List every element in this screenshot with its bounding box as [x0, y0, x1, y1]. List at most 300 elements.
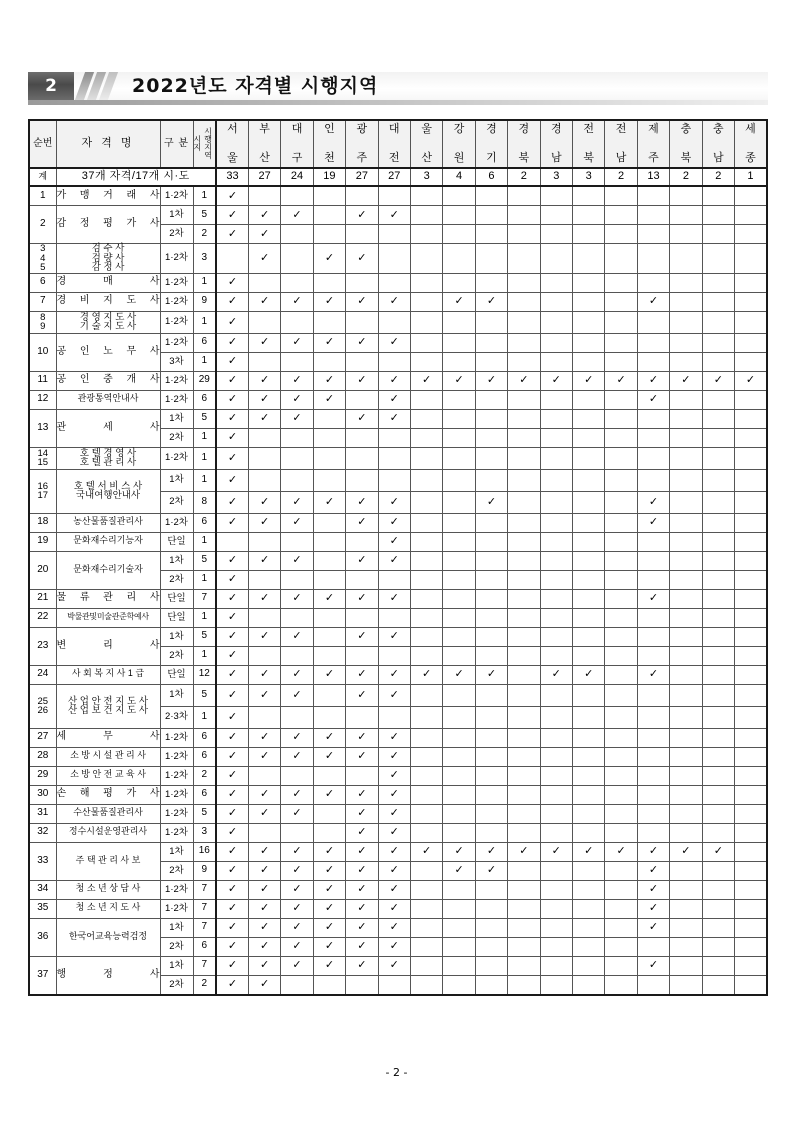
region-cell-충북 [670, 646, 702, 665]
region-cell-충북 [670, 627, 702, 646]
region-cell-대구 [281, 861, 313, 880]
stage-cell [160, 352, 193, 371]
region-cell-대전 [378, 937, 410, 956]
region-cell-부산 [248, 273, 280, 292]
table-row [29, 532, 767, 551]
region-count-cell [193, 646, 216, 665]
check-icon: ✓ [292, 920, 302, 934]
region-cell-부산 [248, 551, 280, 570]
check-icon: ✓ [389, 863, 399, 877]
check-icon: ✓ [616, 373, 626, 387]
region-cell-서울 [216, 880, 248, 899]
region-cell-광주 [346, 861, 378, 880]
region-cell-전북 [572, 311, 604, 333]
region-cell-충북 [670, 513, 702, 532]
region-cell-제주 [637, 804, 669, 823]
region-cell-부산 [248, 728, 280, 747]
qualification-name-text: 감 정 평 가 사 [56, 218, 160, 230]
row-number-text: 22 [37, 611, 49, 623]
region-cell-경북 [508, 428, 540, 447]
region-cell-경남 [540, 608, 572, 627]
column-header-count-right: 시행 지역 [204, 127, 212, 160]
region-cell-대전 [378, 975, 410, 995]
region-cell-광주 [346, 589, 378, 608]
qualification-name-text: 주 택 관 리 사 보 [75, 854, 141, 865]
region-cell-서울 [216, 352, 248, 371]
region-count-text: 2 [201, 227, 208, 239]
region-cell-경기 [475, 665, 507, 684]
region-cell-대구 [281, 352, 313, 371]
region-cell-경기 [475, 206, 507, 225]
region-cell-인천 [313, 918, 345, 937]
stage-text: 2차 [169, 573, 184, 585]
region-cell-경남 [540, 956, 572, 975]
region-cell-인천 [313, 292, 345, 311]
region-cell-경북 [508, 728, 540, 747]
check-icon: ✓ [357, 920, 367, 934]
stage-cell [160, 513, 193, 532]
region-cell-충남 [702, 311, 734, 333]
check-icon: ✓ [292, 882, 302, 896]
region-cell-강원 [443, 409, 475, 428]
region-cell-강원 [443, 570, 475, 589]
region-cell-충남 [702, 766, 734, 785]
row-number-cell [29, 842, 56, 880]
region-cell-부산 [248, 880, 280, 899]
region-cell-경북 [508, 785, 540, 804]
table-row [29, 273, 767, 292]
region-count-text: 5 [201, 688, 208, 700]
check-icon: ✓ [227, 354, 238, 368]
region-cell-부산 [248, 244, 280, 274]
region-cell-충북 [670, 371, 702, 390]
check-icon: ✓ [324, 939, 335, 953]
row-number-stack [30, 313, 56, 332]
stage-text: 1·2차 [165, 190, 188, 202]
summary-row [29, 168, 767, 186]
check-icon: ✓ [292, 591, 302, 605]
region-cell-전남 [605, 186, 637, 206]
row-number-cell [29, 371, 56, 390]
row-number-cell [29, 823, 56, 842]
check-icon: ✓ [324, 787, 335, 801]
row-number-line-3: 5 [40, 262, 46, 273]
region-cell-경기 [475, 747, 507, 766]
check-icon: ✓ [324, 901, 335, 915]
check-icon: ✓ [357, 207, 367, 221]
check-icon: ✓ [227, 494, 238, 508]
region-cell-대구 [281, 589, 313, 608]
column-header-region-2 [248, 120, 280, 168]
summary-value-제주: 13 [637, 168, 669, 186]
region-cell-전남 [605, 646, 637, 665]
region-cell-경기 [475, 469, 507, 491]
check-icon: ✓ [486, 494, 497, 508]
table-body [29, 168, 767, 995]
region-cell-대전 [378, 311, 410, 333]
table-row [29, 842, 767, 861]
check-icon: ✓ [292, 844, 302, 858]
check-icon: ✓ [324, 667, 335, 681]
region-cell-세종 [735, 861, 767, 880]
region-cell-세종 [735, 532, 767, 551]
region-cell-세종 [735, 186, 767, 206]
region-cell-광주 [346, 428, 378, 447]
check-icon: ✓ [227, 920, 238, 934]
region-cell-강원 [443, 371, 475, 390]
region-cell-세종 [735, 206, 767, 225]
column-header-count-left: 시 지 [193, 135, 202, 152]
stage-text: 1·2차 [165, 788, 188, 800]
region-cell-강원 [443, 766, 475, 785]
region-count-text: 6 [201, 336, 208, 348]
region-cell-대구 [281, 785, 313, 804]
check-icon: ✓ [260, 863, 270, 877]
row-number-text: 18 [37, 516, 49, 528]
summary-row-label: 37개 자격/17개 시·도 [56, 168, 216, 186]
qualification-name-text: 한국어교육능력검정 [68, 930, 148, 941]
qualification-name-text: 소 방 안 전 교 육 사 [70, 769, 146, 780]
region-count-text: 1 [201, 573, 208, 585]
check-icon: ✓ [357, 806, 367, 820]
check-icon: ✓ [292, 687, 302, 701]
region-count-text: 5 [201, 208, 208, 220]
stage-text: 1·2차 [165, 731, 188, 743]
region-cell-경남 [540, 589, 572, 608]
region-cell-대전 [378, 428, 410, 447]
row-number-text: 21 [37, 592, 49, 604]
region-cell-제주 [637, 842, 669, 861]
check-icon: ✓ [486, 863, 497, 877]
region-cell-충북 [670, 823, 702, 842]
region-cell-충남 [702, 627, 734, 646]
region-cell-울산 [410, 244, 442, 274]
check-icon: ✓ [227, 226, 238, 240]
column-header-region-5 [346, 120, 378, 168]
region-cell-전남 [605, 589, 637, 608]
stage-cell [160, 371, 193, 390]
check-icon: ✓ [648, 294, 659, 308]
check-icon: ✓ [389, 411, 399, 425]
check-icon: ✓ [357, 335, 367, 349]
region-count-text: 7 [201, 959, 208, 971]
region-cell-대구 [281, 627, 313, 646]
region-cell-충북 [670, 551, 702, 570]
region-cell-제주 [637, 491, 669, 513]
qualification-name-cell [56, 513, 160, 532]
region-cell-제주 [637, 371, 669, 390]
region-cell-서울 [216, 785, 248, 804]
region-cell-제주 [637, 627, 669, 646]
region-cell-충북 [670, 491, 702, 513]
check-icon: ✓ [357, 411, 367, 425]
region-cell-경북 [508, 447, 540, 469]
region-cell-전남 [605, 608, 637, 627]
region-cell-대전 [378, 627, 410, 646]
region-cell-인천 [313, 390, 345, 409]
region-cell-대전 [378, 469, 410, 491]
region-cell-충남 [702, 570, 734, 589]
region-cell-세종 [735, 513, 767, 532]
region-cell-울산 [410, 918, 442, 937]
row-number-line-1: 14 [37, 447, 49, 459]
check-icon: ✓ [324, 730, 335, 744]
check-icon: ✓ [389, 591, 399, 605]
stage-cell [160, 706, 193, 728]
region-cell-경북 [508, 589, 540, 608]
region-cell-경기 [475, 627, 507, 646]
check-icon: ✓ [260, 226, 270, 240]
region-cell-세종 [735, 937, 767, 956]
region-cell-충북 [670, 447, 702, 469]
region-cell-세종 [735, 899, 767, 918]
qualification-name-text: 물 류 관 리 사 [56, 592, 160, 604]
check-icon: ✓ [648, 373, 659, 387]
region-cell-제주 [637, 899, 669, 918]
region-cell-충남 [702, 428, 734, 447]
region-cell-충남 [702, 447, 734, 469]
region-cell-충남 [702, 608, 734, 627]
region-count-cell [193, 371, 216, 390]
region-cell-경기 [475, 244, 507, 274]
stage-cell [160, 491, 193, 513]
region-cell-강원 [443, 532, 475, 551]
region-cell-서울 [216, 447, 248, 469]
region-cell-전북 [572, 804, 604, 823]
qualification-name-line-1: 경 영 지 도 사 [79, 311, 137, 323]
stage-text: 2차 [169, 864, 184, 876]
region-cell-울산 [410, 491, 442, 513]
stage-cell [160, 956, 193, 975]
region-cell-경기 [475, 842, 507, 861]
region-cell-부산 [248, 918, 280, 937]
column-header-name-label: 자 격 명 [81, 137, 135, 150]
region-cell-전북 [572, 747, 604, 766]
stage-text: 1·2차 [165, 769, 188, 781]
region-cell-경남 [540, 447, 572, 469]
qualification-name-text: 변 리 사 [56, 639, 160, 651]
region-cell-충북 [670, 206, 702, 225]
check-icon: ✓ [292, 958, 302, 972]
qualification-name-line-1: 검 수 사 [91, 243, 125, 254]
region-cell-인천 [313, 352, 345, 371]
stage-cell [160, 842, 193, 861]
row-number-cell [29, 447, 56, 469]
summary-value-경북: 2 [508, 168, 540, 186]
region-count-text: 5 [201, 807, 208, 819]
region-cell-경기 [475, 706, 507, 728]
region-name-stack: 전 남 [615, 123, 627, 164]
region-cell-경북 [508, 570, 540, 589]
check-icon: ✓ [227, 335, 238, 349]
region-cell-인천 [313, 311, 345, 333]
region-cell-강원 [443, 311, 475, 333]
qualification-name-cell [56, 899, 160, 918]
check-icon: ✓ [324, 863, 335, 877]
region-cell-전남 [605, 532, 637, 551]
region-cell-대전 [378, 409, 410, 428]
region-cell-세종 [735, 551, 767, 570]
stage-cell [160, 823, 193, 842]
check-icon: ✓ [260, 844, 270, 858]
stage-text: 1차 [169, 689, 184, 701]
stage-cell [160, 292, 193, 311]
qualification-name-cell [56, 273, 160, 292]
summary-value-전북: 3 [572, 168, 604, 186]
region-cell-전북 [572, 409, 604, 428]
check-icon: ✓ [292, 667, 302, 681]
region-cell-대전 [378, 785, 410, 804]
region-cell-대전 [378, 608, 410, 627]
region-cell-강원 [443, 842, 475, 861]
region-cell-울산 [410, 956, 442, 975]
stage-cell [160, 311, 193, 333]
region-cell-강원 [443, 428, 475, 447]
check-icon: ✓ [292, 806, 302, 820]
summary-value-강원: 4 [443, 168, 475, 186]
check-icon: ✓ [681, 844, 691, 858]
summary-value-대구: 24 [281, 168, 313, 186]
region-cell-전남 [605, 428, 637, 447]
table-row [29, 747, 767, 766]
region-cell-인천 [313, 447, 345, 469]
summary-value-울산: 3 [410, 168, 442, 186]
qualification-region-table-wrapper [28, 119, 766, 996]
region-cell-제주 [637, 728, 669, 747]
region-cell-대구 [281, 918, 313, 937]
region-cell-전북 [572, 684, 604, 706]
check-icon: ✓ [227, 553, 238, 567]
row-number-text: 11 [37, 374, 48, 386]
region-cell-경북 [508, 333, 540, 352]
check-icon: ✓ [260, 787, 270, 801]
region-cell-부산 [248, 706, 280, 728]
region-cell-울산 [410, 206, 442, 225]
region-cell-충북 [670, 684, 702, 706]
region-cell-대전 [378, 352, 410, 371]
region-cell-울산 [410, 428, 442, 447]
stage-text: 1·2차 [165, 883, 188, 895]
region-cell-울산 [410, 861, 442, 880]
region-cell-대전 [378, 333, 410, 352]
region-cell-경남 [540, 371, 572, 390]
region-cell-제주 [637, 513, 669, 532]
region-cell-인천 [313, 333, 345, 352]
region-name-stack: 강 원 [453, 123, 465, 164]
region-cell-전남 [605, 804, 637, 823]
check-icon: ✓ [260, 250, 270, 264]
region-cell-울산 [410, 785, 442, 804]
region-cell-제주 [637, 880, 669, 899]
check-icon: ✓ [389, 494, 399, 508]
region-name-stack: 부 산 [259, 123, 270, 164]
stage-cell [160, 469, 193, 491]
region-cell-전북 [572, 532, 604, 551]
region-cell-광주 [346, 747, 378, 766]
region-cell-충북 [670, 608, 702, 627]
qualification-name-cell [56, 206, 160, 244]
region-name-stack: 대 전 [388, 123, 400, 164]
table-row [29, 766, 767, 785]
region-cell-광주 [346, 371, 378, 390]
qualification-name-line-2: 호 텔 관 리 사 [79, 457, 137, 468]
region-cell-충북 [670, 409, 702, 428]
region-cell-충남 [702, 937, 734, 956]
region-cell-대구 [281, 428, 313, 447]
check-icon: ✓ [324, 494, 335, 508]
region-cell-전남 [605, 292, 637, 311]
region-cell-광주 [346, 244, 378, 274]
region-cell-인천 [313, 665, 345, 684]
region-cell-대전 [378, 570, 410, 589]
region-cell-제주 [637, 608, 669, 627]
region-cell-경남 [540, 880, 572, 899]
stage-cell [160, 273, 193, 292]
region-name-stack: 대 구 [291, 123, 303, 164]
region-cell-전남 [605, 371, 637, 390]
check-icon: ✓ [292, 335, 302, 349]
check-icon: ✓ [389, 825, 399, 839]
region-cell-충북 [670, 747, 702, 766]
stage-cell [160, 937, 193, 956]
check-icon: ✓ [292, 515, 302, 529]
check-icon: ✓ [227, 768, 238, 782]
region-count-cell [193, 409, 216, 428]
region-count-text: 2 [201, 769, 208, 781]
region-cell-광주 [346, 706, 378, 728]
region-cell-전북 [572, 842, 604, 861]
qualification-name-stack [57, 313, 160, 332]
stage-cell [160, 646, 193, 665]
region-cell-광주 [346, 469, 378, 491]
region-count-cell [193, 570, 216, 589]
region-cell-제주 [637, 428, 669, 447]
region-cell-부산 [248, 333, 280, 352]
region-count-text: 5 [201, 412, 208, 424]
region-cell-전남 [605, 842, 637, 861]
region-cell-세종 [735, 918, 767, 937]
region-cell-충북 [670, 428, 702, 447]
region-count-text: 1 [201, 315, 208, 327]
qualification-name-cell [56, 918, 160, 956]
check-icon: ✓ [551, 373, 561, 387]
region-cell-광주 [346, 665, 378, 684]
check-icon: ✓ [389, 806, 399, 820]
region-cell-광주 [346, 823, 378, 842]
region-cell-서울 [216, 225, 248, 244]
region-cell-서울 [216, 842, 248, 861]
check-icon: ✓ [292, 939, 302, 953]
check-icon: ✓ [324, 591, 335, 605]
region-cell-서울 [216, 532, 248, 551]
table-row [29, 186, 767, 206]
summary-row-label-no: 계 [29, 168, 56, 186]
region-cell-광주 [346, 352, 378, 371]
check-icon: ✓ [227, 430, 238, 444]
region-cell-경남 [540, 937, 572, 956]
region-cell-충북 [670, 706, 702, 728]
region-cell-부산 [248, 447, 280, 469]
stage-cell [160, 447, 193, 469]
column-header-region-16 [702, 120, 734, 168]
check-icon: ✓ [260, 373, 270, 387]
region-cell-인천 [313, 551, 345, 570]
check-icon: ✓ [519, 844, 529, 858]
qualification-name-line-1: 호 텔 서 비 스 사 [73, 480, 143, 492]
row-number-text: 27 [37, 731, 49, 743]
region-count-text: 1 [201, 431, 208, 443]
region-cell-전북 [572, 589, 604, 608]
